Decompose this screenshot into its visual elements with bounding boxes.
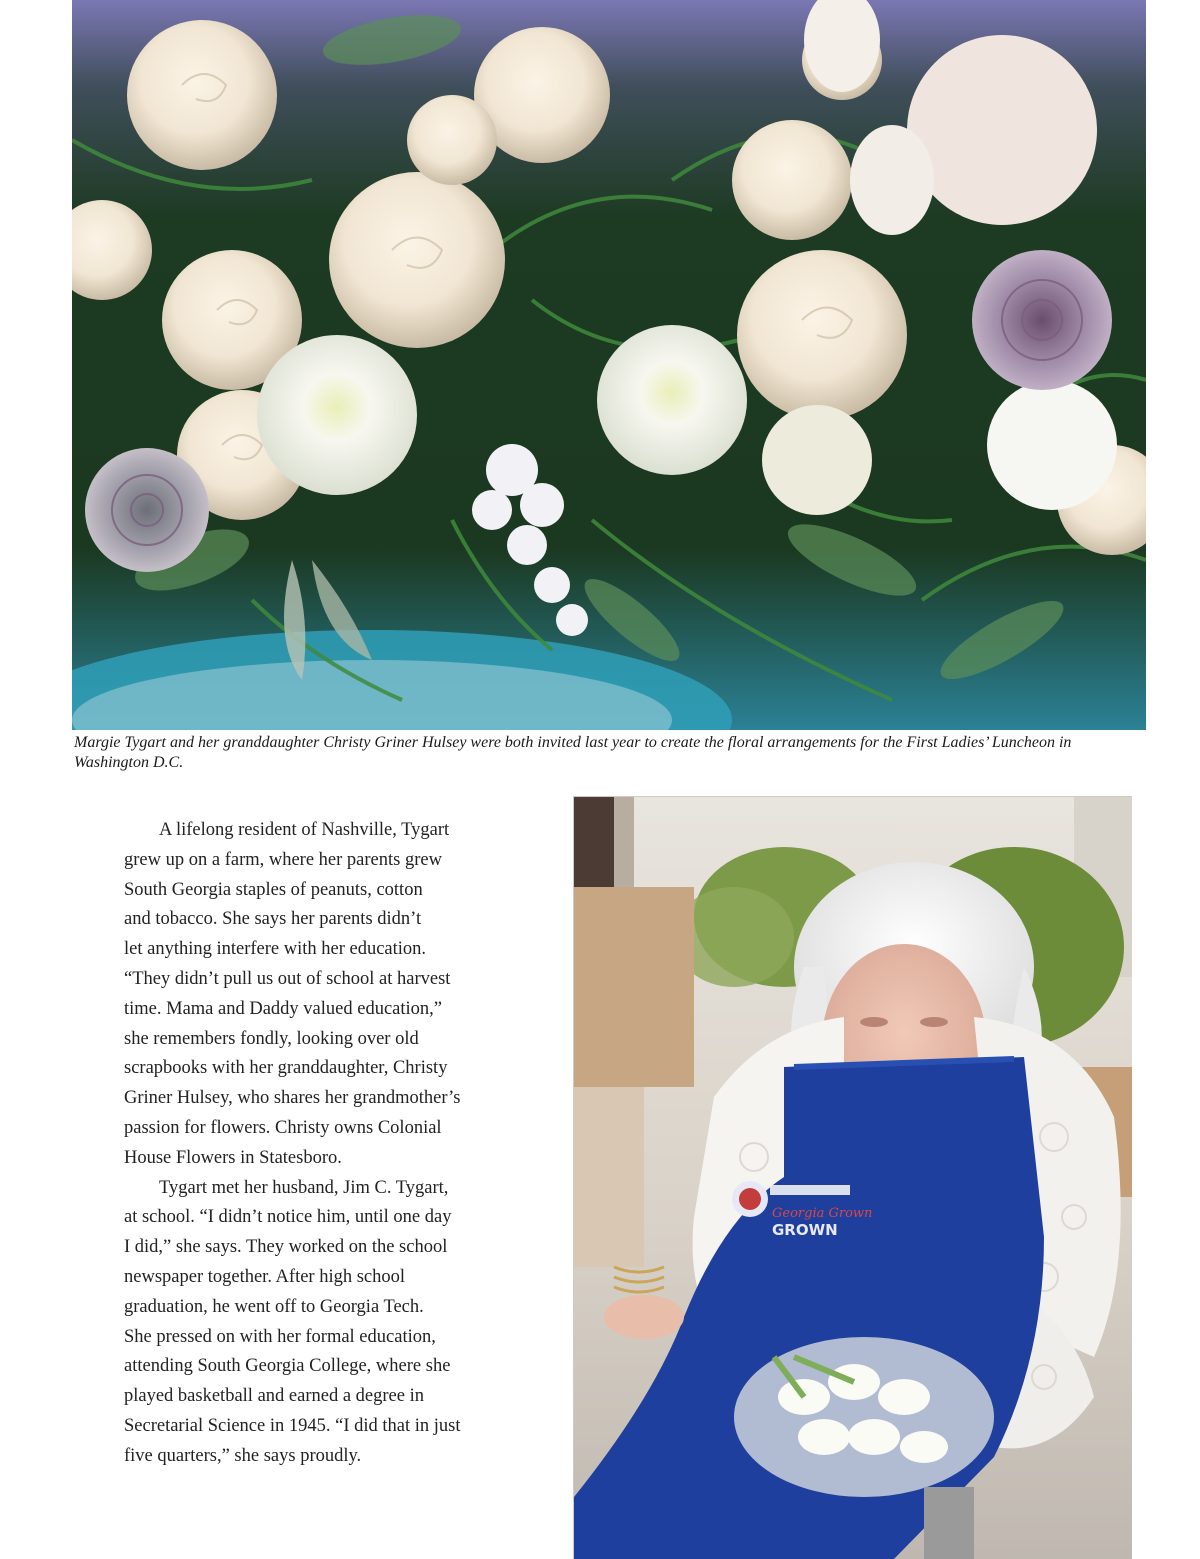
text-line: grew up on a farm, where her parents grew [124, 849, 442, 870]
text-line: South Georgia staples of peanuts, cotton [124, 879, 423, 900]
text-line: five quarters,” she says proudly. [124, 1445, 362, 1466]
text-line: and tobacco. She says her parents didn’t [124, 909, 422, 930]
photo-caption: Margie Tygart and her granddaughter Christy Griner Hulsey were both invited last year to create the floral arrangements for the First Ladies’ Luncheon in Washington D.C. [74, 734, 1072, 771]
article-body [124, 816, 524, 1472]
text-line: I did,” she says. They worked on the school [124, 1237, 448, 1258]
text-line: Griner Hulsey, who shares her grandmother’s [124, 1088, 461, 1109]
text-line: A lifelong resident of Nashville, Tygart [159, 820, 450, 840]
woman-arranging-flowers-illustration [574, 797, 1132, 1559]
text-line: let anything interfere with her education. [124, 939, 427, 960]
apron-logo-script: Georgia Grown [772, 1206, 873, 1221]
text-line: “They didn’t pull us out of school at harvest [124, 968, 451, 989]
apron-logo-text: GROWN [772, 1221, 838, 1239]
text-line: played basketball and earned a degree in [124, 1386, 424, 1407]
text-line: at school. “I didn’t notice him, until one day [124, 1207, 452, 1228]
text-line: scrapbooks with her granddaughter, Christy [124, 1058, 448, 1079]
text-line: she remembers fondly, looking over old [124, 1028, 419, 1049]
text-line: newspaper together. After high school [124, 1266, 406, 1287]
floral-arrangement-photo [72, 0, 1146, 730]
text-line: Secretarial Science in 1945. “I did that in just [124, 1415, 461, 1436]
text-line: Tygart met her husband, Jim C. Tygart, [159, 1177, 449, 1198]
text-line: attending South Georgia College, where she [124, 1356, 451, 1377]
text-line: passion for flowers. Christy owns Colonial [124, 1117, 442, 1138]
article-paragraph-1 [124, 816, 524, 1174]
article-paragraph-2 [124, 1174, 524, 1472]
portrait-photo [573, 796, 1132, 1559]
text-line: She pressed on with her formal education, [124, 1326, 436, 1347]
floral-arrangement-illustration [72, 0, 1146, 730]
text-line: time. Mama and Daddy valued education,” [124, 998, 442, 1019]
text-line: graduation, he went off to Georgia Tech. [124, 1296, 424, 1317]
text-line: House Flowers in Statesboro. [124, 1147, 342, 1168]
